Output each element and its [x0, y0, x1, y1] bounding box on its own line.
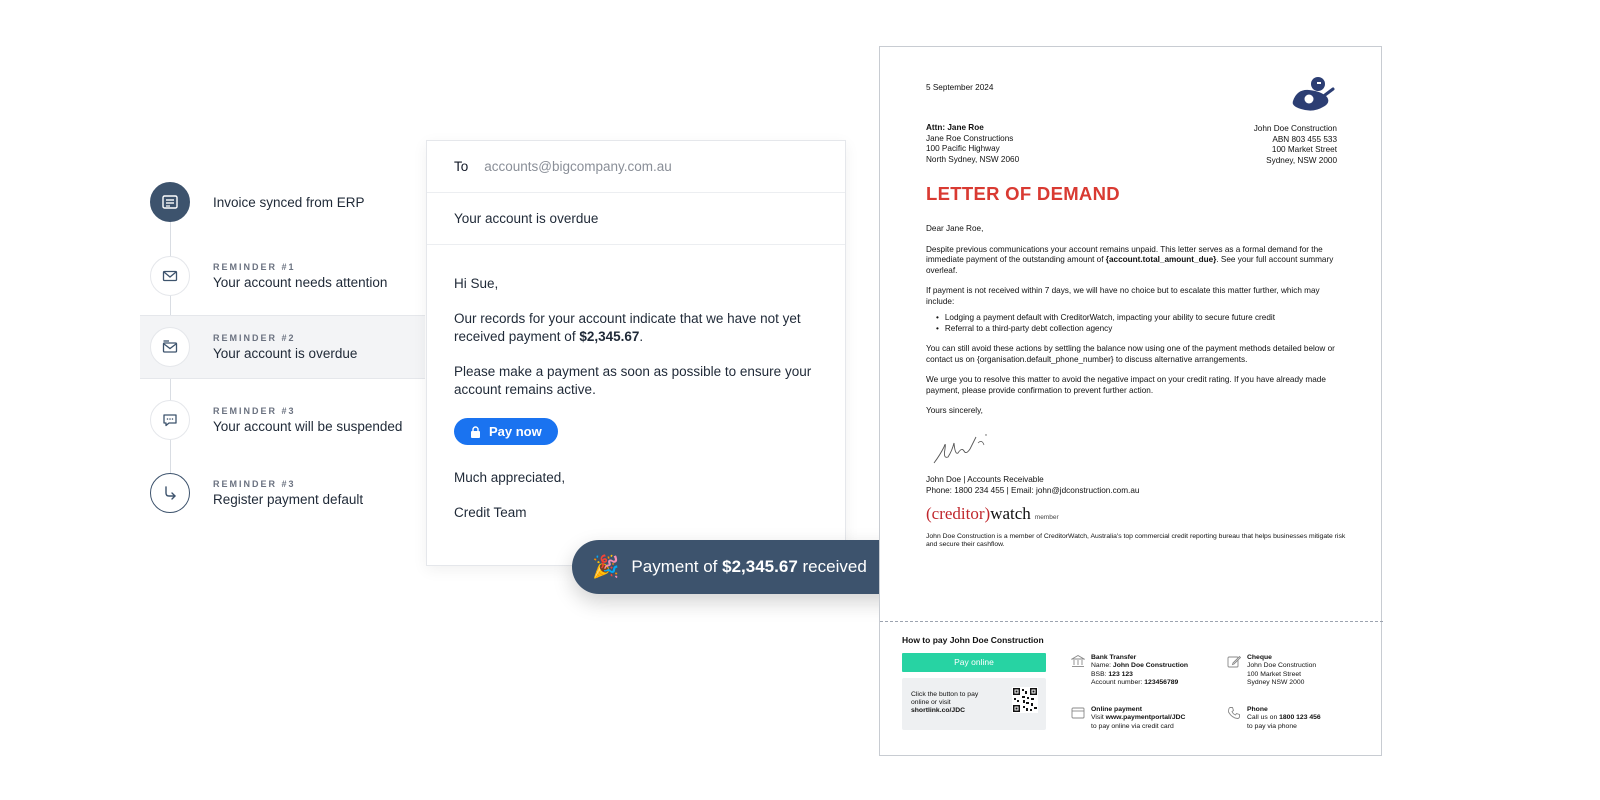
email-to-row — [427, 141, 845, 193]
letter-paragraph: If payment is not received within 7 days, we will have no choice but to escalate this matter further, which may include: — [926, 286, 1320, 306]
lock-icon — [470, 426, 481, 438]
online-line: to pay online via credit card — [1091, 722, 1174, 730]
pay-now-button[interactable] — [454, 418, 558, 445]
timeline-title: Register payment default — [213, 492, 364, 507]
letter-heading: LETTER OF DEMAND — [926, 183, 1120, 204]
toast-amount: $2,345.67 — [722, 557, 798, 576]
timeline-eyebrow: REMINDER #1 — [213, 262, 296, 272]
cheque-line: 100 Market Street — [1247, 670, 1302, 678]
bank-name: John Doe Construction — [1112, 662, 1189, 670]
creditorwatch-disclaimer: John Doe Construction is a member of CreditorWatch, Australia's top commercial credit reporting bureau that helps businesses mitigate risk and secure their cashflow. — [926, 533, 1346, 549]
amount-due: $2,345.67 — [579, 329, 640, 344]
invoice-icon — [150, 182, 190, 222]
sender-line: 100 Market Street — [1271, 145, 1337, 154]
email-body — [427, 245, 845, 522]
creditorwatch-member-badge — [926, 504, 1059, 524]
attn-line: North Sydney, NSW 2060 — [926, 154, 1020, 164]
para1-text: Our records for your account indicate that we have not yet received payment of — [454, 311, 801, 344]
visit-label: Visit — [1091, 714, 1106, 722]
timeline-title: Your account needs attention — [213, 275, 388, 290]
list-item: • Lodging a payment default with CreditorWatch, impacting your ability to secure future credit — [936, 313, 1341, 324]
timeline-eyebrow: REMINDER #2 — [213, 333, 296, 343]
phone-line: to pay via phone — [1247, 722, 1297, 730]
chat-icon — [150, 400, 190, 440]
email-preview — [426, 140, 846, 566]
letter-paragraph: You can still avoid these actions by settling the balance now using one of the payment methods detailed below or contact us on {organisation.default_phone_number} to discuss alternative arrangements. — [926, 344, 1335, 364]
bank-icon — [1071, 654, 1085, 668]
tear-off-divider — [880, 621, 1383, 622]
signatory-name: John Doe | Accounts Receivable — [926, 475, 1044, 484]
cheque-line: John Doe Construction — [1247, 662, 1317, 670]
phone-number: 1800 123 456 — [1279, 714, 1321, 722]
method-title: Online payment — [1091, 706, 1142, 713]
account-label: Account number: — [1091, 679, 1145, 687]
p1-end: . See your full account summary overleaf. — [926, 255, 1334, 275]
sender-line: Sydney, NSW 2000 — [1266, 155, 1337, 165]
method-title: Phone — [1247, 706, 1268, 713]
handwritten-signature — [930, 429, 1000, 467]
signatory-details — [926, 475, 1139, 496]
payment-section-title: How to pay John Doe Construction — [902, 635, 1044, 645]
sender-line: ABN 803 455 533 — [1272, 134, 1337, 144]
email-paragraph-1 — [454, 310, 818, 346]
recipient-address — [926, 123, 1019, 165]
arrow-return-icon — [150, 473, 190, 513]
email-greeting: Hi Sue, — [454, 276, 499, 291]
bsb-value: 123 123 — [1108, 670, 1133, 678]
qr-text: Click the button to pay — [911, 691, 979, 698]
mail-open-icon — [150, 327, 190, 367]
letter-salutation: Dear Jane Roe, — [926, 224, 984, 233]
pen-edit-icon — [1227, 654, 1241, 668]
para1-end: . — [639, 329, 644, 344]
qr-payment-box — [902, 678, 1046, 730]
method-title: Bank Transfer — [1091, 654, 1137, 661]
attn-line: Jane Roe Constructions — [926, 133, 1014, 143]
qr-link[interactable]: shortlink.co/JDC — [911, 707, 966, 714]
creditorwatch-logo: (creditor)watch — [926, 504, 1031, 523]
method-title: Cheque — [1247, 654, 1272, 661]
timeline-item-payment-default[interactable] — [140, 461, 425, 525]
member-label: member — [1034, 514, 1059, 521]
timeline-title: Your account will be suspended — [213, 419, 403, 434]
qr-instructions — [911, 691, 978, 715]
sender-address — [1254, 124, 1337, 166]
cheque-line: Sydney NSW 2000 — [1247, 679, 1305, 687]
timeline-item-reminder-3[interactable] — [140, 388, 425, 452]
email-closing: Much appreciated, — [454, 470, 566, 485]
timeline-title: Invoice synced from ERP — [213, 194, 365, 210]
pay-online-button[interactable]: Pay online — [902, 653, 1046, 672]
to-label: To — [454, 159, 469, 174]
sender-line: John Doe Construction — [1253, 124, 1337, 133]
letter-date: 5 September 2024 — [926, 83, 994, 92]
email-paragraph-2: Please make a payment as soon as possible to ensure your account remains active. — [454, 364, 812, 397]
letter-paragraph — [926, 245, 1341, 277]
toast-prefix: Payment of — [631, 557, 718, 576]
consequence-list — [936, 313, 1341, 334]
attn-line: 100 Pacific Highway — [926, 144, 1000, 153]
toast-suffix: received — [802, 557, 867, 576]
timeline-title: Your account is overdue — [213, 346, 358, 361]
timeline-item-invoice-synced[interactable] — [140, 170, 425, 234]
timeline-eyebrow: REMINDER #3 — [213, 406, 296, 416]
mail-icon — [150, 256, 190, 296]
call-label: Call us on — [1247, 714, 1280, 722]
qr-code-icon — [1012, 687, 1038, 713]
payment-received-toast — [572, 540, 920, 594]
letter-body — [926, 224, 1341, 427]
reminder-timeline — [140, 170, 425, 530]
party-popper-icon: 🎉 — [592, 554, 620, 579]
account-number: 123456789 — [1144, 679, 1179, 687]
email-signature: Credit Team — [454, 505, 527, 520]
browser-window-icon — [1071, 706, 1085, 720]
timeline-item-reminder-1[interactable] — [140, 244, 425, 308]
letter-paragraph: We urge you to resolve this matter to avoid the negative impact on your credit rating. If you have already made payment, please provide confirmation to prevent further action. — [926, 375, 1326, 395]
timeline-eyebrow: REMINDER #3 — [213, 479, 296, 489]
amount-variable: {account.total_amount_due} — [1105, 255, 1217, 264]
email-subject-row — [427, 193, 845, 245]
qr-text: online or visit — [911, 699, 951, 706]
company-logo-icon — [1287, 75, 1335, 115]
pay-now-label: Pay now — [489, 423, 542, 439]
letter-of-demand-document — [879, 46, 1382, 756]
timeline-item-reminder-2[interactable] — [140, 315, 425, 379]
attn-name: Attn: Jane Roe — [926, 123, 984, 132]
to-address[interactable]: accounts@bigcompany.com.au — [484, 159, 672, 174]
payment-portal-link[interactable]: www.paymentportal/JDC — [1105, 714, 1186, 722]
letter-closing: Yours sincerely, — [926, 406, 983, 415]
p1-start: Despite previous communications your account remains unpaid. This letter serves as a formal demand for the immediate payment of the outstanding amount of — [926, 244, 1323, 264]
signatory-contact: Phone: 1800 234 455 | Email: john@jdconstruction.com.au — [926, 485, 1140, 495]
list-item: • Referral to a third-party debt collection agency — [936, 324, 1341, 335]
phone-icon — [1227, 706, 1241, 720]
bank-name-label: Name: — [1091, 662, 1113, 670]
email-subject: Your account is overdue — [454, 211, 599, 226]
bsb-label: BSB: — [1091, 670, 1109, 678]
